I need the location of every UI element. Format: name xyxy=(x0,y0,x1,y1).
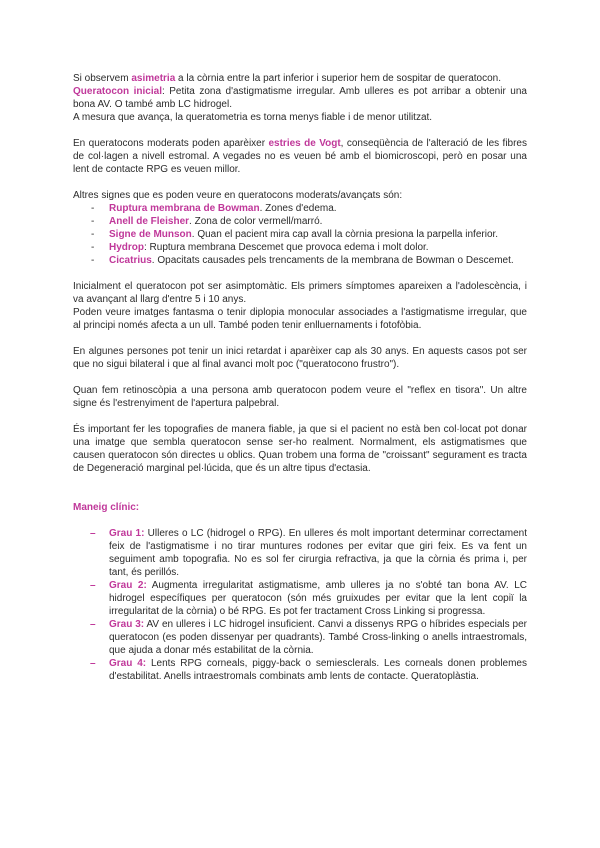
text: Augmenta irregularitat astigmatisme, amb ulleres ja no s'obté tan bona AV. LC hidrogel específiques per queratocon (són més gruixudes per evitar que la lent copiï la irregularitat de la còrnia) o bé RPG. Es pot fer tractament Cross Linking si progressa. xyxy=(109,580,528,617)
paragraph-vogt-striae xyxy=(73,137,527,176)
text: . Zona de color vermell/marró. xyxy=(189,216,323,227)
grade-label: Grau 2: xyxy=(109,580,147,591)
highlight-term: Hydrop xyxy=(109,242,144,253)
text: . Zones d'edema. xyxy=(259,203,337,214)
text: En queratocons moderats poden aparèixer xyxy=(73,138,269,149)
paragraph-symptoms: Inicialment el queratocon pot ser asimptomàtic. Els primers símptomes apareixen a l'adolescència, i va avançant al llarg d'entre 5 i 10 anys. xyxy=(73,281,527,305)
list-item xyxy=(109,618,527,657)
paragraph-other-signs: Altres signes que es poden veure en queratocons moderats/avançats són: xyxy=(73,190,403,201)
highlight-term: Signe de Munson xyxy=(109,229,192,240)
text: AV en ulleres i LC hidrogel insuficient. Canvi a dissenys RPG o híbrides especials per queratocon (es poden dissenyar per quadrants). També Cross-linking o anells intraestromals, que ajuda a donar més estabilitat de la còrnia. xyxy=(109,619,528,656)
text: Lents RPG corneals, piggy-back o semiesclerals. Les corneals donen problemes d'estabilitat. Anells intraestromals combinats amb lents de contacte. Queratoplàstia. xyxy=(109,658,527,682)
list-item xyxy=(109,228,527,241)
list-item xyxy=(109,241,527,254)
list-item xyxy=(109,527,527,579)
highlight-term: asimetria xyxy=(131,73,176,84)
text: a la còrnia entre la part inferior i superior hem de sospitar de queratocon. xyxy=(175,73,502,84)
highlight-term: Anell de Fleisher xyxy=(109,216,190,227)
section-title: Maneig clínic: xyxy=(73,502,140,513)
highlight-term: Queratocon inicial xyxy=(73,86,162,97)
paragraph-asymmetry xyxy=(73,72,527,85)
paragraph-topography: És important fer les topografies de manera fiable, ja que si el pacient no està ben col·locat pot donar una imatge que sembla queratocon sense ser-ho realment. Normalment, els astigmatismes que causen queratocon són directes u oblics. Quan trobem una forma de "croissant" segurament es tracta de Degeneració marginal pel·lúcida, que és un altre tipus d'ectasia. xyxy=(73,424,527,474)
text: Ulleres o LC (hidrogel o RPG). En ulleres és molt important determinar correctament feix de l'astigmatisme i no tirar muntures rodones per evitar que giri feix. Es va fent un seguiment amb topografia. No es sol fer cirurgia refractiva, ja que la còrnia és prima i, per tant, és perillós. xyxy=(109,528,527,578)
text: . Opacitats causades pels trencaments de la membrana de Bowman o Descemet. xyxy=(151,255,514,266)
paragraph-diplopia: Poden veure imatges fantasma o tenir diplopia monocular associades a l'astigmatisme irregular, que al principi només afecta a un ull. També poden tenir enlluernaments i fotofòbia. xyxy=(73,307,527,331)
list-item xyxy=(109,215,527,228)
grade-label: Grau 3: xyxy=(109,619,145,630)
signs-list xyxy=(73,202,527,267)
paragraph-initial-keratoconus xyxy=(73,85,527,111)
grade-label: Grau 1: xyxy=(109,528,145,539)
highlight-term: Cicatrius xyxy=(109,255,152,266)
list-item xyxy=(109,254,527,267)
text: . Quan el pacient mira cap avall la còrnia presiona la parpella inferior. xyxy=(191,229,499,240)
grades-list xyxy=(73,527,527,683)
list-item xyxy=(109,202,527,215)
text: Si observem xyxy=(73,73,132,84)
list-item xyxy=(109,579,527,618)
highlight-term: estries de Vogt xyxy=(268,138,341,149)
paragraph-late-onset: En algunes persones pot tenir un inici retardat i aparèixer cap als 30 anys. En aquests casos pot ser que no sigui bilateral i que al final avanci molt poc ("queratocono frustro"). xyxy=(73,346,527,370)
text: , conseqüència de l'alteració de les fibres de col·lagen a nivell estromal. A vegades no es veuen bé amb el biomicroscopi, però en posar una lent de contacte RPG es veuen millor. xyxy=(73,138,527,175)
document-page xyxy=(73,72,527,683)
paragraph-keratometry: A mesura que avança, la queratometria es torna menys fiable i de menor utilitzat. xyxy=(73,112,433,123)
highlight-term: Ruptura membrana de Bowman xyxy=(109,203,260,214)
list-item xyxy=(109,657,527,683)
text: : Petita zona d'astigmatisme irregular. Amb ulleres es pot arribar a obtenir una bona AV. O també amb LC hidrogel. xyxy=(73,86,527,110)
text: : Ruptura membrana Descemet que provoca edema i molt dolor. xyxy=(144,242,429,253)
grade-label: Grau 4: xyxy=(109,658,147,669)
paragraph-retinoscopy: Quan fem retinoscòpia a una persona amb queratocon podem veure el "reflex en tisora". Un altre signe és l'estrenyiment de l'apertura palpebral. xyxy=(73,385,527,409)
